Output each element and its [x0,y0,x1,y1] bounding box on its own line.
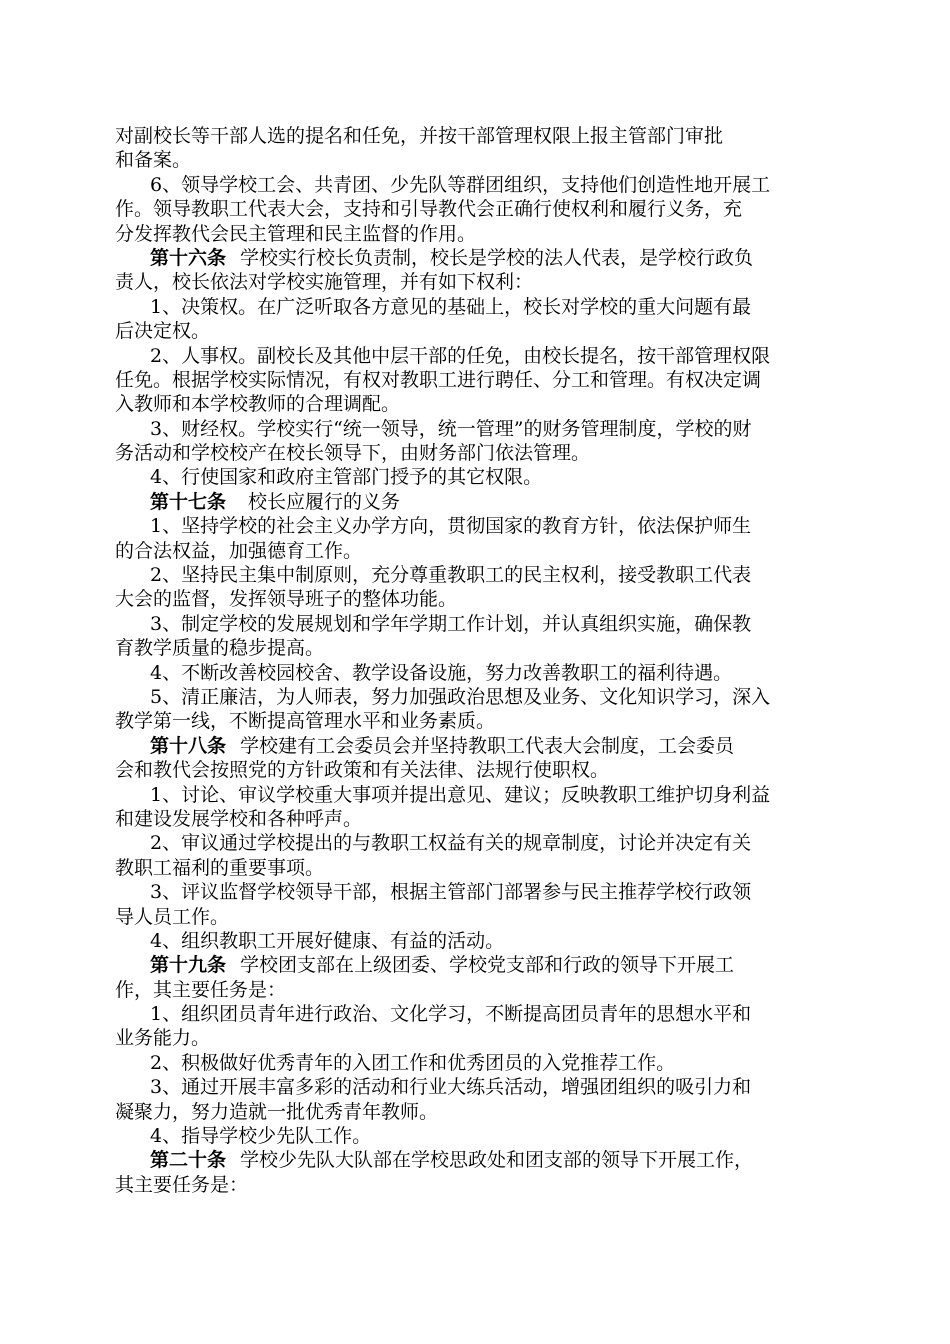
text-line [115,685,837,709]
line-text: 对副校长等干部人选的提名和任免，并按干部管理权限上报主管部门审批 [115,125,724,147]
article-number: 第十八条 [150,734,227,757]
line-text: 作。领导教职工代表大会，支持和引导教代会正确行使权利和履行义务，充 [115,198,743,221]
text-line [115,905,837,929]
line-text: 3、通过开展丰富多彩的活动和行业大练兵活动，增强团组织的吸引力和 [150,1076,752,1099]
line-text: 5、清正廉洁，为人师表，努力加强政治思想及业务、文化知识学习，深入 [150,685,771,708]
line-text: 其主要任务是： [115,1173,249,1196]
text-line [115,124,837,148]
text-line [115,612,837,636]
text-line [115,344,837,368]
article-text: 学校团支部在上级团委、学校党支部和行政的领导下开展工 [240,954,735,977]
line-text: 1、组织团员青年进行政治、文化学习，不断提高团员青年的思想水平和 [150,1003,752,1026]
line-text: 大会的监督，发挥领导班子的整体功能。 [115,588,458,611]
article-number: 第十九条 [150,954,227,977]
line-text: 6、领导学校工会、共青团、少先队等群团组织，支持他们创造性地开展工 [150,173,771,196]
line-text: 教职工福利的重要事项。 [115,856,325,879]
line-text: 和建设发展学校和各种呼声。 [115,807,363,830]
text-line [115,173,837,197]
article-text: 学校建有工会委员会并坚持教职工代表大会制度，工会委员 [240,734,735,757]
line-text: 任免。根据学校实际情况，有权对教职工进行聘任、分工和管理。有权决定调 [115,368,762,391]
article-heading-line [115,246,837,270]
text-line [115,368,837,392]
text-line [115,1002,837,1026]
article-number: 第二十条 [150,1149,227,1172]
line-text: 2、人事权。副校长及其他中层干部的任免，由校长提名，按干部管理权限 [150,344,771,367]
line-text: 4、指导学校少先队工作。 [150,1125,372,1148]
text-line [115,270,837,294]
line-text: 责人，校长依法对学校实施管理，并有如下权利： [115,271,534,294]
line-text: 务活动和学校校产在校长领导下，由财务部门依法管理。 [115,442,591,465]
line-text: 会和教代会按照党的方针政策和有关法律、法规行使职权。 [115,759,610,782]
article-heading-line [115,490,837,514]
text-line [115,587,837,611]
line-text: 4、不断改善校园校舍、教学设备设施，努力改善教职工的福利待遇。 [150,661,733,684]
text-line [115,880,837,904]
line-text: 后决定权。 [115,320,211,343]
line-text: 凝聚力，努力造就一批优秀青年教师。 [115,1100,439,1123]
text-line [115,441,837,465]
line-text: 作，其主要任务是： [115,978,287,1001]
text-line [115,148,837,172]
text-line [115,563,837,587]
article-number: 第十七条 [150,490,227,513]
text-line [115,1173,837,1197]
line-text: 业务能力。 [115,1027,211,1050]
text-line [115,1124,837,1148]
line-text: 育教学质量的稳步提高。 [115,637,325,660]
text-line [115,1075,837,1099]
text-line [115,807,837,831]
text-line [115,978,837,1002]
article-text: 学校少先队大队部在学校思政处和团支部的领导下开展工作， [240,1149,754,1172]
article-heading-line [115,1148,837,1172]
text-line [115,197,837,221]
text-line [115,295,837,319]
text-line [115,465,837,489]
text-line [115,758,837,782]
line-text: 1、讨论、审议学校重大事项并提出意见、建议；反映教职工维护切身利益 [150,783,771,806]
line-text: 分发挥教代会民主管理和民主监督的作用。 [115,222,477,245]
article-text: 学校实行校长负责制，校长是学校的法人代表，是学校行政负 [240,246,754,269]
text-line [115,539,837,563]
text-line [115,929,837,953]
line-text: 2、坚持民主集中制原则，充分尊重教职工的民主权利，接受教职工代表 [150,564,752,587]
text-line [115,319,837,343]
line-text: 3、财经权。学校实行“统一领导，统一管理”的财务管理制度，学校的财 [150,417,752,440]
text-line [115,417,837,441]
text-line [115,222,837,246]
text-line [115,636,837,660]
text-line [115,661,837,685]
text-line [115,1100,837,1124]
text-line [115,1026,837,1050]
line-text: 教学第一线，不断提高管理水平和业务素质。 [115,710,496,733]
line-text: 导人员工作。 [115,905,230,928]
line-text: 3、制定学校的发展规划和学年学期工作计划，并认真组织实施，确保教 [150,612,752,635]
line-text: 2、积极做好优秀青年的入团工作和优秀团员的入党推荐工作。 [150,1051,676,1074]
text-line [115,856,837,880]
article-heading-line [115,734,837,758]
line-text: 1、坚持学校的社会主义办学方向，贯彻国家的教育方针，依法保护师生 [150,515,752,538]
document-page [115,124,837,1197]
text-line [115,783,837,807]
text-line [115,514,837,538]
article-number: 第十六条 [150,246,227,269]
line-text: 4、组织教职工开展好健康、有益的活动。 [150,929,505,952]
line-text: 3、评议监督学校领导干部，根据主管部门部署参与民主推荐学校行政领 [150,881,752,904]
article-text: 校长应履行的义务 [248,490,401,513]
line-text: 1、决策权。在广泛听取各方意见的基础上，校长对学校的重大问题有最 [150,295,752,318]
text-line [115,709,837,733]
text-line [115,1051,837,1075]
line-text: 4、行使国家和政府主管部门授予的其它权限。 [150,466,543,489]
line-text: 和备案。 [115,149,192,172]
text-line [115,831,837,855]
line-text: 入教师和本学校教师的合理调配。 [115,393,401,416]
article-heading-line [115,953,837,977]
text-line [115,392,837,416]
line-text: 的合法权益，加强德育工作。 [115,539,363,562]
line-text: 2、审议通过学校提出的与教职工权益有关的规章制度，讨论并决定有关 [150,832,752,855]
